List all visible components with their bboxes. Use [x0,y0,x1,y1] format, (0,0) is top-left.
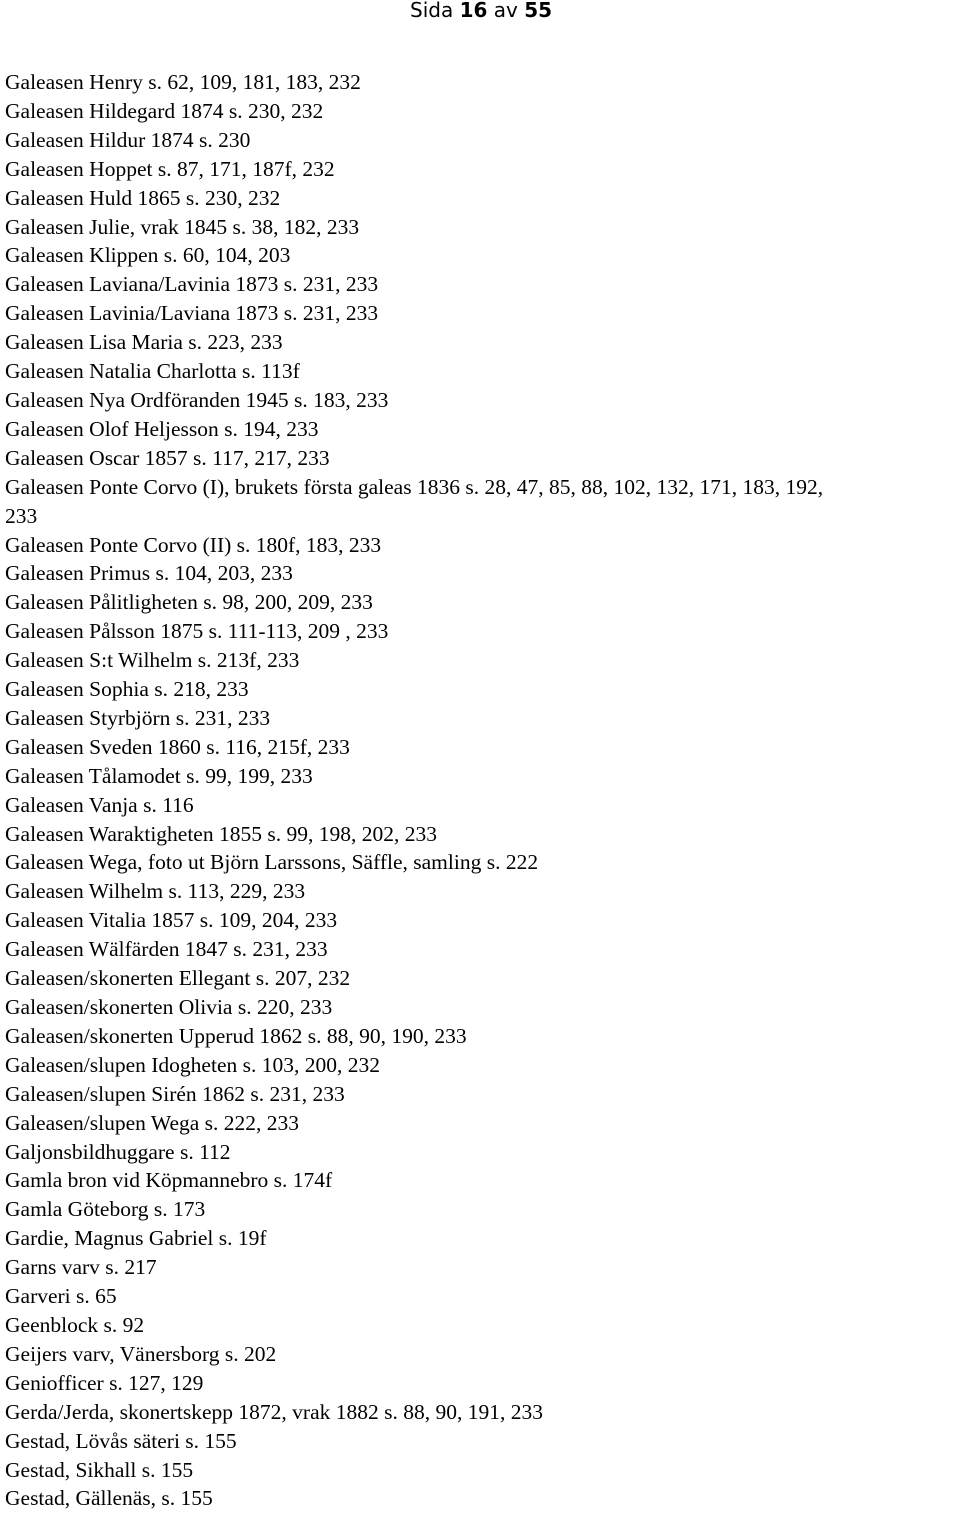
index-entry: Galeasen Ponte Corvo (I), brukets första galeas 1836 s. 28, 47, 85, 88, 102, 132, 171, 183, 192, [5,474,824,499]
index-entry: Galeasen Wega, foto ut Björn Larssons, Säffle, samling s. 222 [5,850,539,875]
total-pages-number: 55 [524,0,553,22]
index-entry: Galeasen Huld 1865 s. 230, 232 [5,185,281,210]
index-entry: Galeasen Henry s. 62, 109, 181, 183, 232 [5,70,361,94]
index-entry: Galeasen Natalia Charlotta s. 113f [5,359,300,384]
index-entry: 233 [5,503,38,528]
current-page-number: 16 [459,0,488,22]
index-entry: Garns varv s. 217 [5,1255,157,1280]
index-entry: Galeasen Julie, vrak 1845 s. 38, 182, 233 [5,214,360,239]
index-entry: Galeasen Pålitligheten s. 98, 200, 209, 233 [5,590,373,615]
index-entry: Galeasen Laviana/Lavinia 1873 s. 231, 233 [5,272,379,297]
index-entry: Galeasen Hildegard 1874 s. 230, 232 [5,98,324,123]
index-entry: Galeasen/skonerten Ellegant s. 207, 232 [5,966,351,991]
index-entry: Galeasen/skonerten Olivia s. 220, 233 [5,995,333,1019]
index-entry: Gardie, Magnus Gabriel s. 19f [5,1226,267,1251]
index-entry: Galeasen Sophia s. 218, 233 [5,677,249,702]
index-entry: Galeasen Waraktigheten 1855 s. 99, 198, 202, 233 [5,821,437,846]
index-entry: Galeasen Olof Heljesson s. 194, 233 [5,416,319,441]
index-entry: Galeasen Sveden 1860 s. 116, 215f, 233 [5,734,350,759]
index-entry: Gestad, Lövås säteri s. 155 [5,1428,237,1453]
index-entry: Gamla bron vid Köpmannebro s. 174f [5,1168,333,1193]
index-entry: Galeasen Ponte Corvo (II) s. 180f, 183, 233 [5,532,382,557]
index-entry: Galeasen Primus s. 104, 203, 233 [5,561,293,586]
index-entry: Geenblock s. 92 [5,1312,145,1337]
index-entry: Galeasen/slupen Idogheten s. 103, 200, 232 [5,1052,380,1077]
index-entry: Galeasen Lisa Maria s. 223, 233 [5,330,283,355]
index-entry: Gamla Göteborg s. 173 [5,1197,206,1222]
index-entry: Gestad, Gällenäs, s. 155 [5,1486,213,1511]
index-entry: Galeasen/slupen Sirén 1862 s. 231, 233 [5,1081,345,1106]
page-number-header [410,0,552,22]
index-entry: Galeasen Lavinia/Laviana 1873 s. 231, 233 [5,301,379,326]
index-entry: Gestad, Sikhall s. 155 [5,1457,194,1482]
index-entry: Galeasen Tålamodet s. 99, 199, 233 [5,763,313,788]
index-entry: Galeasen Wilhelm s. 113, 229, 233 [5,879,306,904]
index-entry: Geijers varv, Vänersborg s. 202 [5,1341,277,1366]
index-entry: Galeasen Wälfärden 1847 s. 231, 233 [5,937,328,962]
index-entry: Galeasen Vanja s. 116 [5,792,194,817]
page-of-label: av [493,0,518,22]
index-entry: Galeasen S:t Wilhelm s. 213f, 233 [5,648,300,673]
index-entry: Galeasen Klippen s. 60, 104, 203 [5,243,291,268]
index-entry: Galeasen Pålsson 1875 s. 111-113, 209 , 233 [5,619,389,644]
index-entry: Galeasen Hoppet s. 87, 171, 187f, 232 [5,156,335,181]
index-entry: Galeasen Nya Ordföranden 1945 s. 183, 233 [5,387,389,412]
index-entry: Gerda/Jerda, skonertskepp 1872, vrak 1882 s. 88, 90, 191, 233 [5,1399,544,1424]
index-entry: Galeasen Styrbjörn s. 231, 233 [5,705,271,730]
index-entry-list [5,68,960,1513]
index-entry: Galeasen/skonerten Upperud 1862 s. 88, 90, 190, 233 [5,1023,467,1048]
index-entry: Galeasen/slupen Wega s. 222, 233 [5,1110,300,1135]
index-entry: Garveri s. 65 [5,1284,117,1309]
page-label: Sida [410,0,454,22]
index-entry: Galeasen Hildur 1874 s. 230 [5,127,251,152]
index-entry: Geniofficer s. 127, 129 [5,1370,204,1395]
index-entry: Galeasen Oscar 1857 s. 117, 217, 233 [5,445,330,470]
index-entry: Galjonsbildhuggare s. 112 [5,1139,231,1164]
index-entry: Galeasen Vitalia 1857 s. 109, 204, 233 [5,908,338,933]
